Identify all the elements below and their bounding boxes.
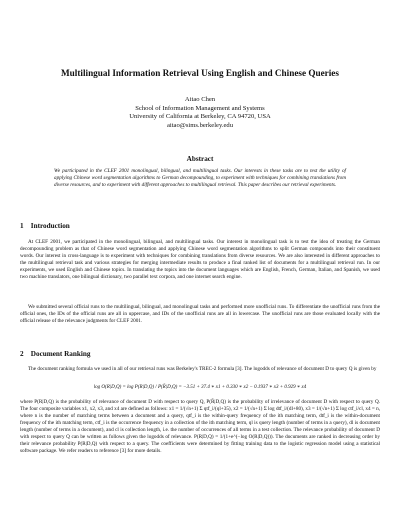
abstract-text: We participated in the CLEF 2001 monolingual, bilingual, and multilingual tasks. Our interests in these tasks are to test the utility of applying Chinese word segmentation algorithms to German decompounding, to experiment with techniques for combining translations from diverse resources, and to experiment with different approaches to multilingual retrieval. This paper describes our retrieval experiments. [54,168,346,188]
section-number: 2 [20,350,24,358]
author-block [0,96,400,130]
paper-title: Multilingual Information Retrieval Using English and Chinese Queries [61,68,339,78]
section-number: 1 [20,222,24,230]
ranking-paragraph-2: where P(R|D,Q) is the probability of relevance of document D with respect to query Q, P(R̄|D,Q) is the probability of irrelevance of document D with respect to query Q. The four composite variables x1, x2, x3, and x4 are defined as follows: x1 = 1/(√n+1) Σ qtf_i/(ql+35), x2 = 1/(√n+1) Σ log dtf_i/(dl+80), x3 = 1/(√n+1) Σ log ctf_i/cl, x4 = n, where n is the number of matching terms between a document and a query, qtf_i is the within-query frequency of the ith matching term, dtf_i is the within-document frequency of the ith matching term, ctf_i is the occurrence frequency in a collection of the ith matching term, ql is query length (number of terms in a query), dl is document length (number of terms in a document), and cl is collection length, i.e. the number of occurrences of all terms in a test collection. The relevance probability of document D with respect to query Q can be written as follows given the logodds of relevance. P(R|D,Q) = 1/(1+e^(−log O(R|D,Q))). The documents are ranked in decreasing order by their relevance probability P(R|D,Q) with respect to a query. The coefficients were determined by fitting training data to the logistic regression model using a statistical software package. We refer readers to reference [3] for more details. [20,399,380,454]
section-title: Introduction [30,222,70,230]
section-title: Document Ranking [30,350,91,358]
ranking-paragraph-1: The document ranking formula we used in all of our retrieval runs was Berkeley's TREC-2 formula [3]. The logodds of relevance of document D to query Q is given by [28,366,377,372]
author-email: aitao@sims.berkeley.edu [166,121,234,129]
abstract-heading: Abstract [186,155,214,163]
intro-paragraph-2: We submitted several official runs to the multilingual, bilingual, and monolingual tasks and performed more unofficial runs. To differentiate the unofficial runs from the official ones, the IDs of the official runs are all in uppercase, and IDs of the unofficial runs are all in lowercase. The unofficial runs are those evaluated locally with the official release of the relevance judgments for CLEF 2001. [20,304,380,324]
section-heading-introduction [20,222,70,230]
section-heading-document-ranking [20,350,91,358]
author-institution: University of California at Berkeley, CA 94720, USA [129,113,271,121]
author-name: Aitao Chen [184,96,216,103]
logodds-equation: log O(R|D,Q) = log P(R|D,Q) / P(R̄|D,Q) = −3.51 + 37.4 ∗ x1 + 0.330 ∗ x2 − 0.1937 ∗ x3 + 0.929 ∗ x4 [93,385,307,390]
intro-paragraph-1: At CLEF 2001, we participated in the monolingual, bilingual, and multilingual tasks. Our interest in monolingual task is to test the idea of treating the German decompounding problem as that of Chinese word segmentation and applying Chinese word segmentation algorithms to split German compounds into their constituent words. Our interest in cross-language is to experiment with techniques for combining translations from diverse resources. We are also interested in different approaches to the multilingual retrieval task and various strategies for merging intermediate results to produce a final ranked list of documents for a multilingual retrieval run. In our experiments, we used English and Chinese topics. In translating the topics into the document languages which are English, French, German, Italian, and Spanish, we used two machine translators, one bilingual dictionary, two parallel text corpora, and one internet search engine. [20,239,380,280]
author-affiliation: School of Information Management and Systems [135,104,265,112]
